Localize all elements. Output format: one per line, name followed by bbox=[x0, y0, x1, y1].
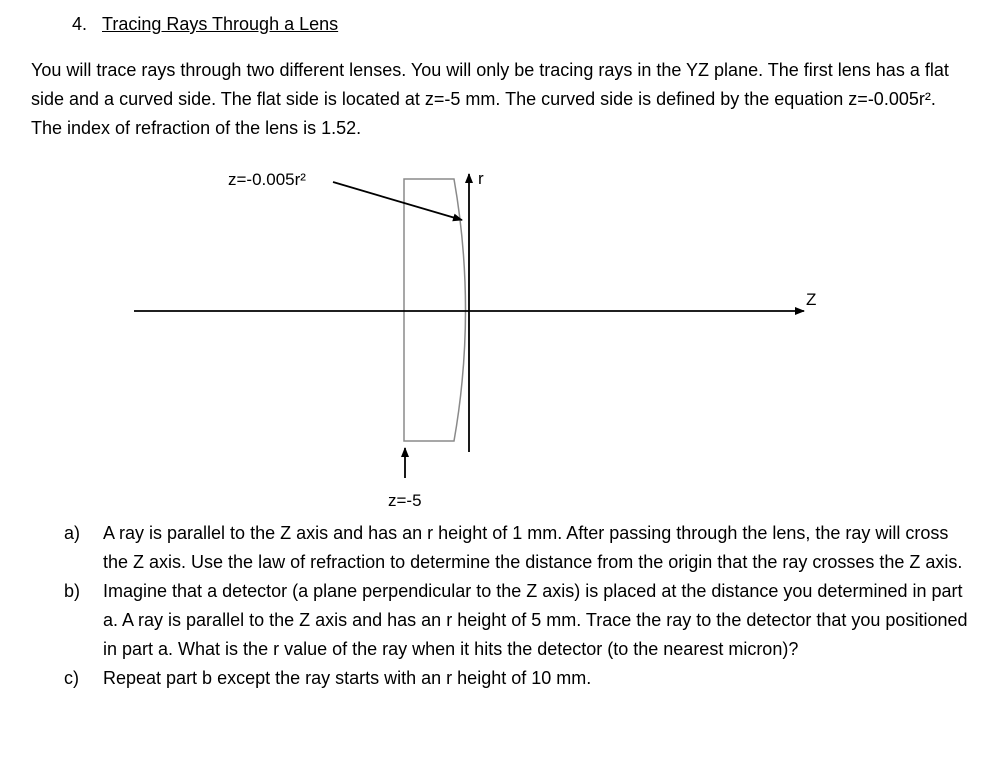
question-label: a) bbox=[64, 523, 81, 543]
r-axis-label: r bbox=[478, 169, 484, 188]
flat-side-label: z=-5 bbox=[388, 491, 422, 510]
intro-paragraph: You will trace rays through two different lenses. You will only be tracing rays in the YZ plane. The first lens has a flat side and a curved side. The flat side is located at z=-5 mm. The curved side is defined by the equation z=-0.005r². The index of refraction of the lens is 1.52. bbox=[31, 60, 949, 138]
z-axis-label: Z bbox=[806, 290, 817, 309]
question-text: Repeat part b except the ray starts with an r height of 10 mm. bbox=[103, 668, 592, 688]
question-text: A ray is parallel to the Z axis and has an r height of 1 mm. After passing through the lens, the ray will cross the Z axis. Use the law of refraction to determine the distance from the origin that the ray crosses the Z axis. bbox=[103, 523, 963, 572]
section-number: 4. bbox=[72, 14, 88, 34]
question-item bbox=[64, 664, 974, 693]
question-label: b) bbox=[64, 581, 81, 601]
question-item bbox=[64, 519, 974, 577]
question-text: Imagine that a detector (a plane perpendicular to the Z axis) is placed at the distance you determined in part a. A ray is parallel to the Z axis and has an r height of 5 mm. Trace the ray to the detector that you positioned in part a. What is the r value of the ray when it hits the detector (to the nearest micron)? bbox=[103, 581, 968, 659]
curve-equation-label: z=-0.005r² bbox=[228, 170, 306, 189]
section-title: Tracing Rays Through a Lens bbox=[102, 14, 339, 34]
question-item bbox=[64, 577, 974, 664]
question-list bbox=[64, 519, 974, 693]
curve-pointer-arrow bbox=[333, 182, 462, 220]
question-label: c) bbox=[64, 668, 79, 688]
